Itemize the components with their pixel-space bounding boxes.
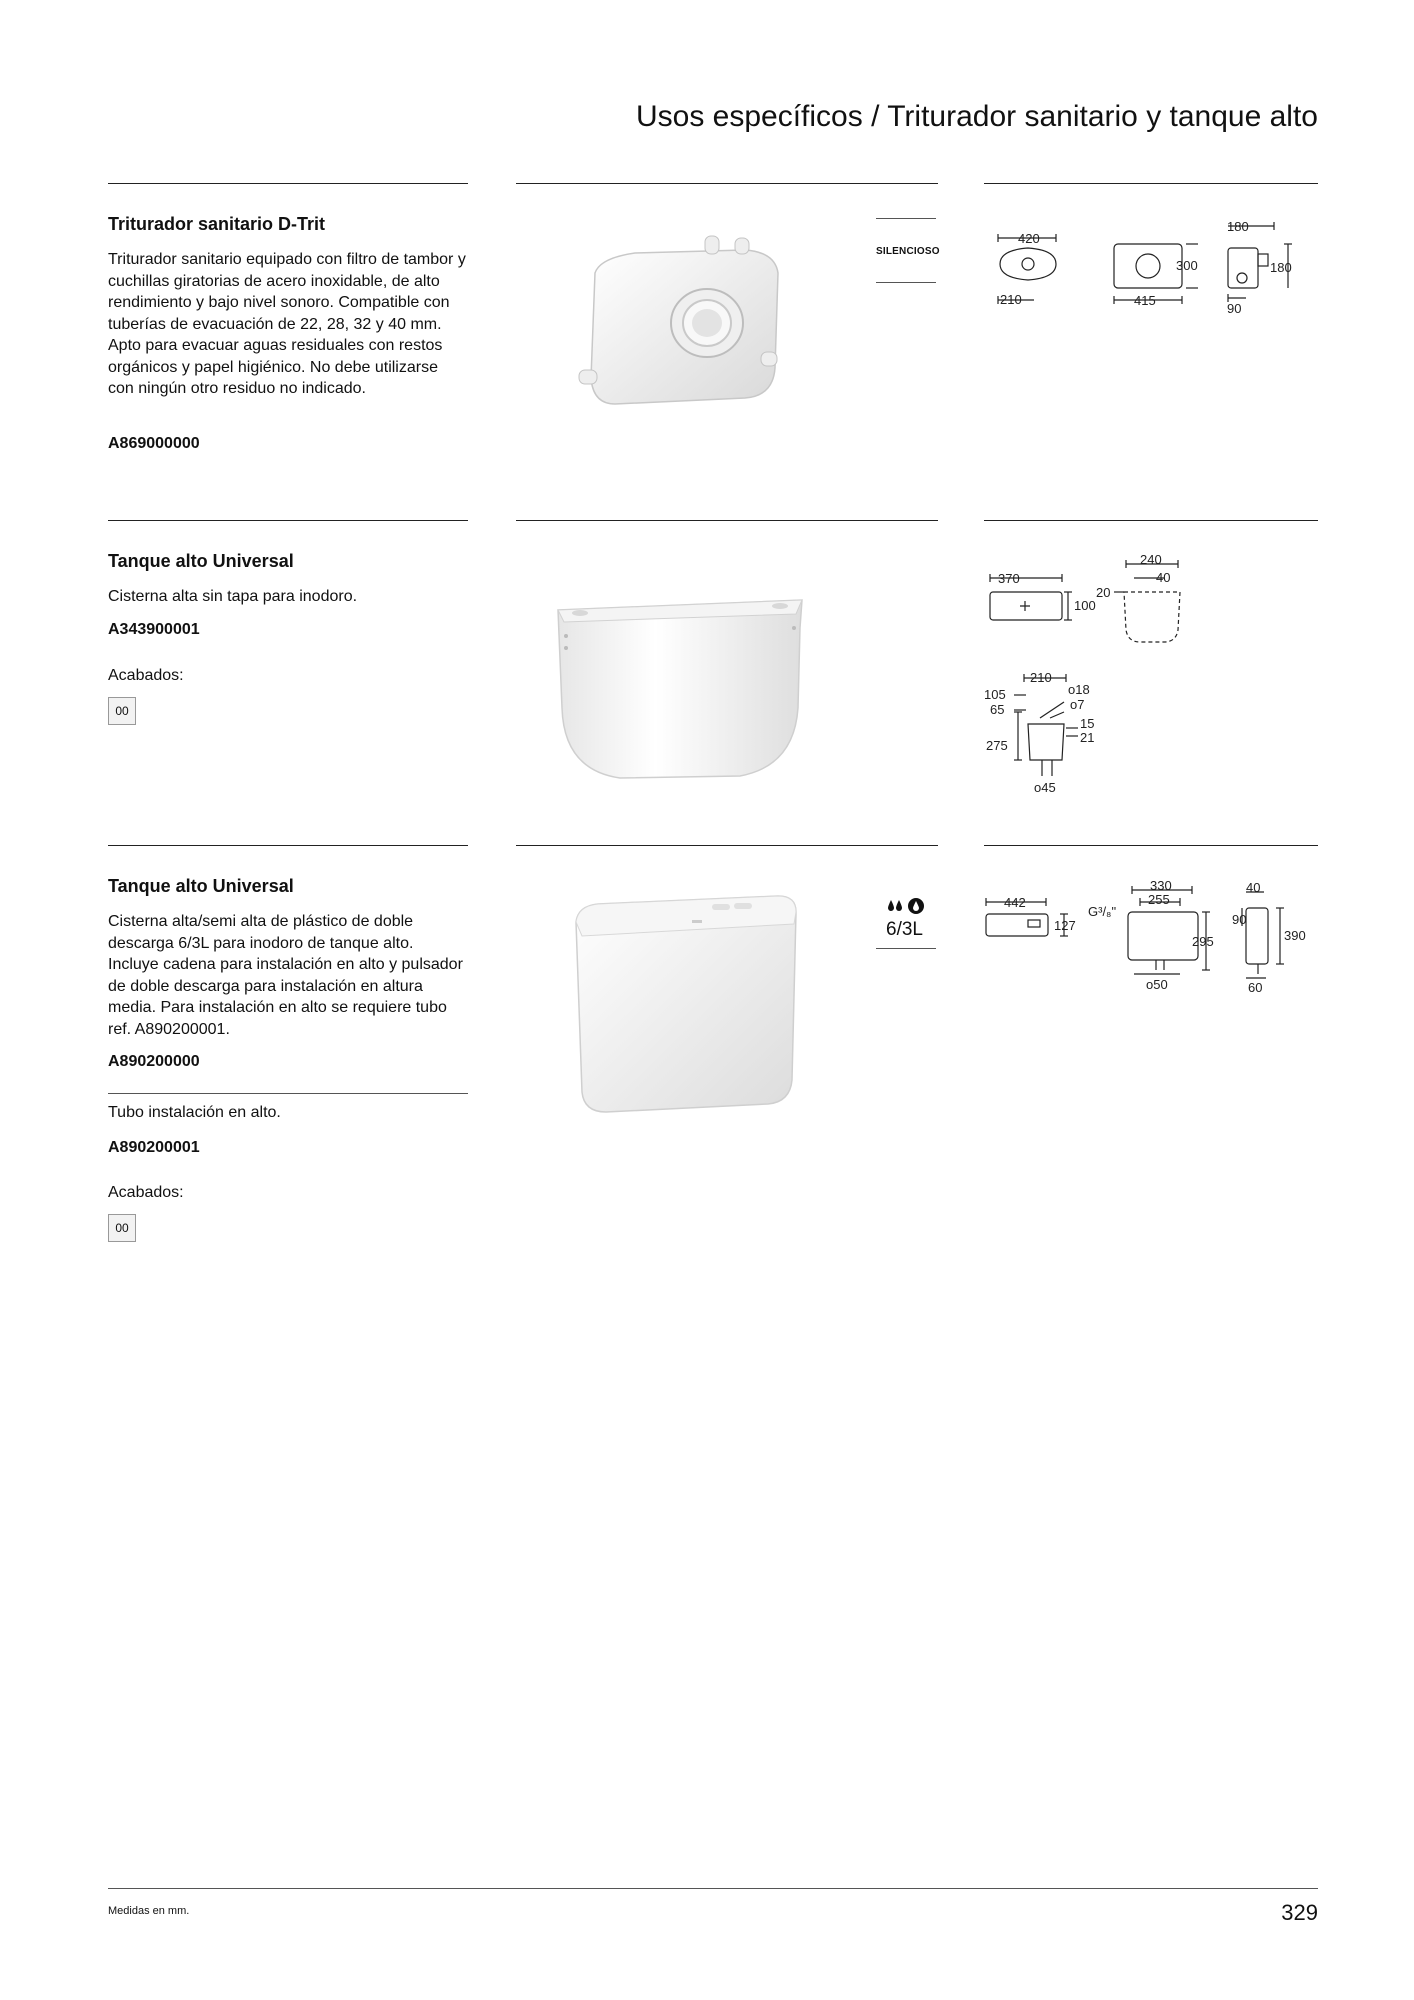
flush-volume-badge: 6/3L (886, 919, 923, 940)
dim-label: 20 (1096, 585, 1111, 600)
dual-flush-cistern-product-image (572, 892, 802, 1114)
section-divider (984, 520, 1318, 521)
dim-label: 105 (984, 687, 1006, 702)
dim-label: 60 (1248, 980, 1263, 995)
section-divider (516, 845, 938, 846)
dim-label: 65 (990, 702, 1005, 717)
product-title: Triturador sanitario D-Trit (108, 214, 326, 234)
section-divider (984, 845, 1318, 846)
product-description: Cisterna alta sin tapa para inodoro. (108, 588, 358, 605)
dim-label: 240 (1140, 552, 1162, 567)
page-number: 329 (1281, 1900, 1318, 1925)
section-divider (108, 520, 468, 521)
badge-divider (876, 282, 936, 283)
accessory-code: A890200001 (108, 1139, 200, 1156)
dim-label: 210 (1000, 292, 1022, 307)
accessory-description: Tubo instalación en alto. (108, 1104, 281, 1121)
footer-note: Medidas en mm. (108, 1905, 190, 1917)
dim-label: 90 (1232, 912, 1247, 927)
dim-label: 40 (1246, 880, 1261, 895)
dim-label: 420 (1018, 231, 1040, 246)
dim-label: 300 (1176, 258, 1198, 273)
dim-label: o18 (1068, 682, 1090, 697)
product-description: Triturador sanitario equipado con filtro de tambor y cuchillas giratorias de acero inoxidable, de alto rendimiento y bajo nivel sonoro. Compatible con tuberías de evacuación de 22, 28, 32 y 40 mm. Apto para evacuar aguas residuales con restos orgánicos y papel higiénico. No debe utilizarse con ningún otro residuo no indicado. (108, 251, 466, 397)
product-code: A890200000 (108, 1053, 200, 1070)
dim-label: 15 (1080, 716, 1095, 731)
badge-divider (876, 948, 936, 949)
product-title: Tanque alto Universal (108, 551, 294, 571)
finish-swatch-00[interactable]: 00 (108, 1214, 136, 1242)
product-code: A869000000 (108, 435, 200, 452)
dual-flush-icon (886, 896, 928, 916)
dim-label: 40 (1156, 570, 1171, 585)
dim-label: 210 (1030, 670, 1052, 685)
dim-label: 442 (1004, 895, 1026, 910)
silent-badge: SILENCIOSO (876, 246, 940, 257)
section-divider (108, 183, 468, 184)
dim-label: G³/₈" (1088, 904, 1117, 919)
dim-label: 370 (998, 571, 1020, 586)
high-tank-technical-drawing (984, 552, 1318, 802)
product-code: A343900001 (108, 621, 200, 638)
section-divider (108, 845, 468, 846)
finishes-label: Acabados: (108, 1184, 184, 1201)
dim-label: 295 (1192, 934, 1214, 949)
dim-label: 275 (986, 738, 1008, 753)
dim-label: 330 (1150, 878, 1172, 893)
dual-flush-cistern-technical-drawing (984, 878, 1318, 1008)
macerator-product-image (575, 228, 785, 408)
dim-label: 180 (1270, 260, 1292, 275)
dim-label: 127 (1054, 918, 1076, 933)
page-title: Usos específicos / Triturador sanitario y tanque alto (635, 100, 1318, 133)
finishes-label: Acabados: (108, 667, 184, 684)
dim-label: 180 (1227, 219, 1249, 234)
dim-label: 255 (1148, 892, 1170, 907)
badge-divider (876, 218, 936, 219)
footer-divider (108, 1888, 1318, 1889)
dim-label: o45 (1034, 780, 1056, 795)
high-tank-product-image (550, 588, 810, 783)
product-description: Cisterna alta/semi alta de plástico de doble descarga 6/3L para inodoro de tanque alto. Incluye cadena para instalación en alto y pulsador de doble descarga para instalación en altura media. Para instalación en alto se requiere tubo ref. A890200001. (108, 913, 463, 1038)
product-title: Tanque alto Universal (108, 876, 294, 896)
dim-label: o50 (1146, 977, 1168, 992)
dim-label: 390 (1284, 928, 1306, 943)
section-divider (516, 520, 938, 521)
dim-label: 100 (1074, 598, 1096, 613)
dim-label: 21 (1080, 730, 1095, 745)
dim-label: 415 (1134, 293, 1156, 308)
section-divider (984, 183, 1318, 184)
dim-label: o7 (1070, 697, 1085, 712)
macerator-technical-drawing (984, 214, 1318, 324)
finish-swatch-00[interactable]: 00 (108, 697, 136, 725)
section-divider (516, 183, 938, 184)
accessory-divider (108, 1093, 468, 1094)
dim-label: 90 (1227, 301, 1242, 316)
